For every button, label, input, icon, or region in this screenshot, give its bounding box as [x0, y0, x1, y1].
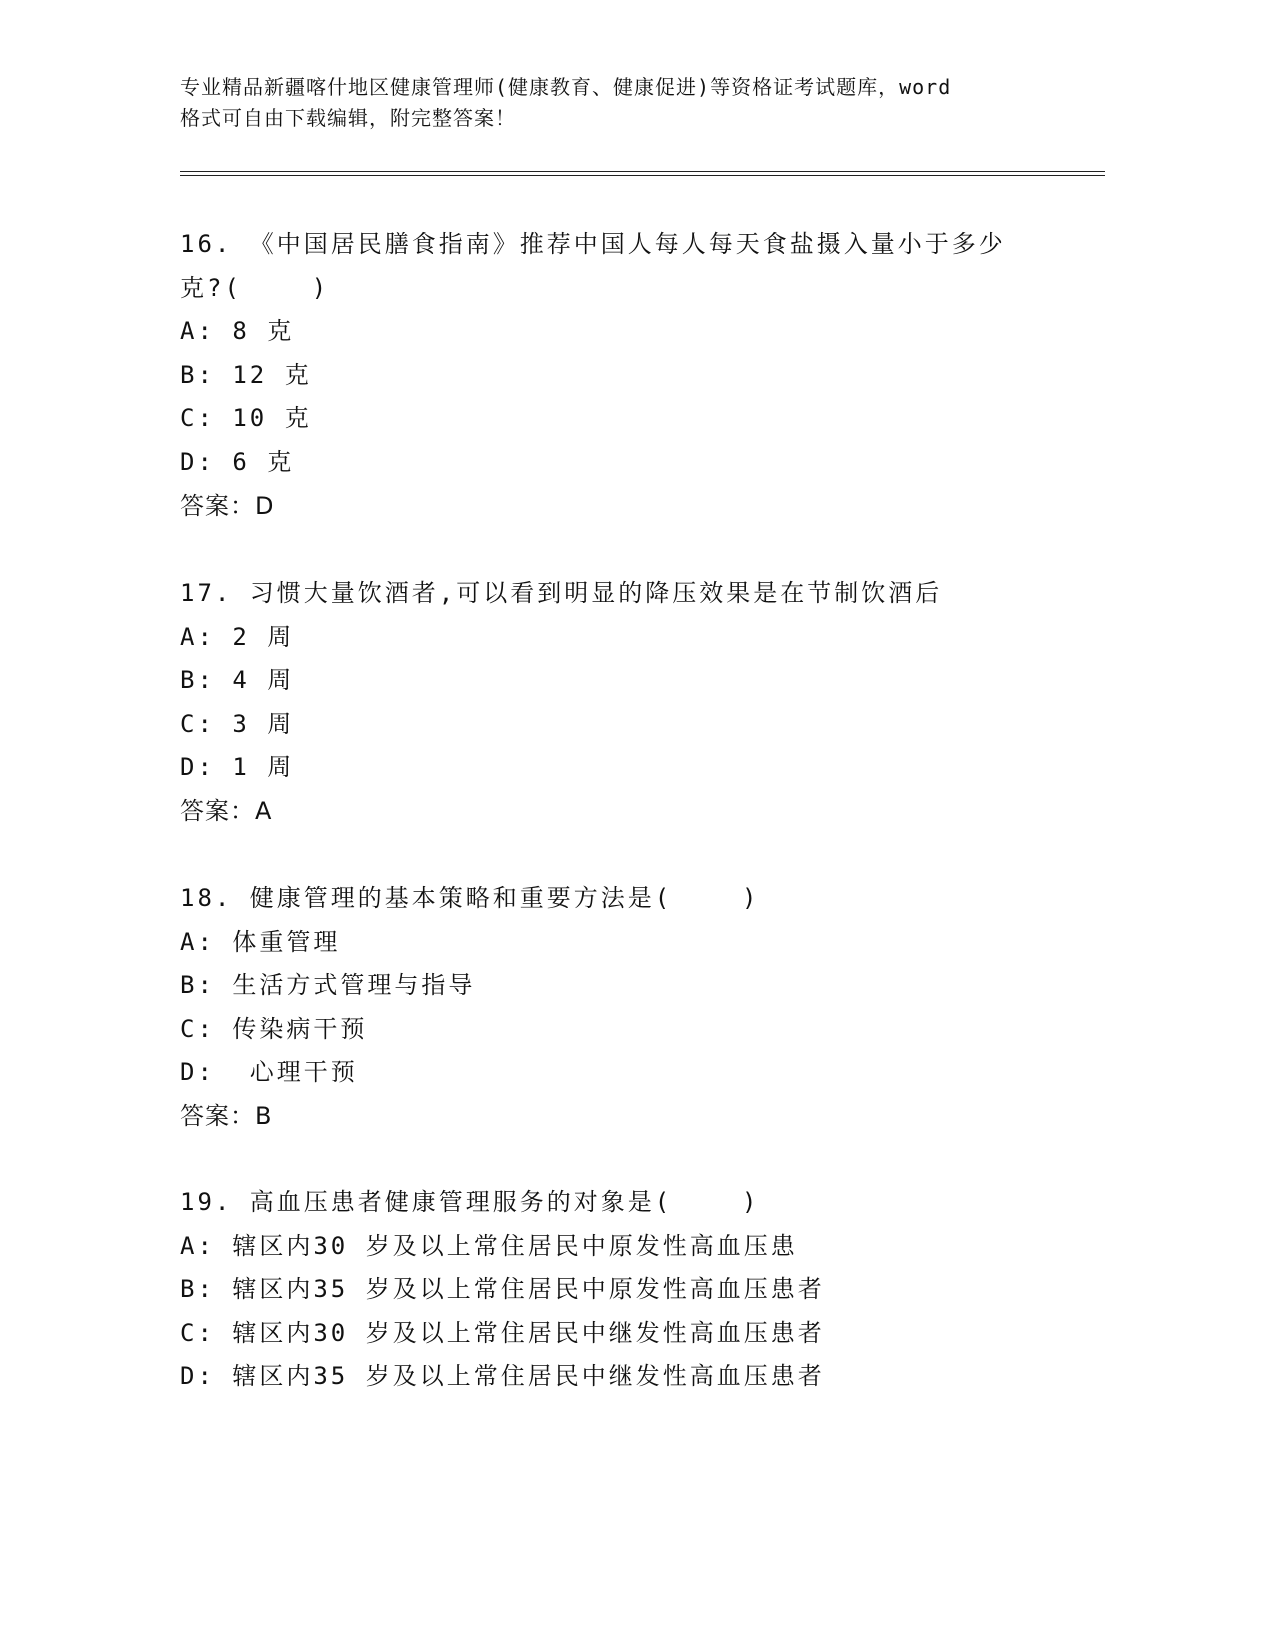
option-d: D: 1 周	[180, 753, 295, 782]
option-b: B: 12 克	[180, 360, 312, 389]
option-d: D: 6 克	[180, 447, 295, 476]
question-16	[180, 223, 1060, 528]
header-line-1: 专业精品新疆喀什地区健康管理师(健康教育、健康促进)等资格证考试题库，word	[180, 75, 952, 99]
question-stem: 16. 《中国居民膳食指南》推荐中国人每人每天食盐摄入量小于多少	[180, 230, 1006, 258]
option-c: C: 传染病干预	[180, 1014, 368, 1043]
question-stem: 18. 健康管理的基本策略和重要方法是( )	[180, 884, 760, 912]
option-d: D: 心理干预	[180, 1058, 358, 1087]
option-c: C: 3 周	[180, 709, 295, 738]
header-line-2: 格式可自由下载编辑，附完整答案！	[180, 106, 516, 130]
question-stem: 19. 高血压患者健康管理服务的对象是( )	[180, 1188, 760, 1216]
answer: 答案：B	[180, 1101, 273, 1130]
answer: 答案：A	[180, 796, 273, 825]
question-18	[180, 877, 1060, 1139]
option-c: C: 10 克	[180, 404, 312, 433]
option-a: A: 2 周	[180, 622, 295, 651]
document-header	[180, 72, 1060, 134]
option-b: B: 4 周	[180, 666, 295, 695]
option-b: B: 辖区内35 岁及以上常住居民中原发性高血压患者	[180, 1275, 825, 1304]
option-d: D: 辖区内35 岁及以上常住居民中继发性高血压患者	[180, 1362, 825, 1391]
option-b: B: 生活方式管理与指导	[180, 971, 476, 1000]
option-c: C: 辖区内30 岁及以上常住居民中继发性高血压患者	[180, 1318, 825, 1347]
question-stem: 克?( )	[180, 273, 330, 302]
option-a: A: 8 克	[180, 317, 295, 346]
question-17	[180, 572, 1060, 834]
header-divider-bottom	[180, 175, 1105, 176]
option-a: A: 辖区内30 岁及以上常住居民中原发性高血压患	[180, 1231, 798, 1260]
option-a: A: 体重管理	[180, 927, 341, 956]
question-19	[180, 1181, 1060, 1399]
question-stem: 17. 习惯大量饮酒者,可以看到明显的降压效果是在节制饮酒后	[180, 579, 943, 607]
answer: 答案：D	[180, 491, 275, 520]
header-divider-top	[180, 171, 1105, 172]
